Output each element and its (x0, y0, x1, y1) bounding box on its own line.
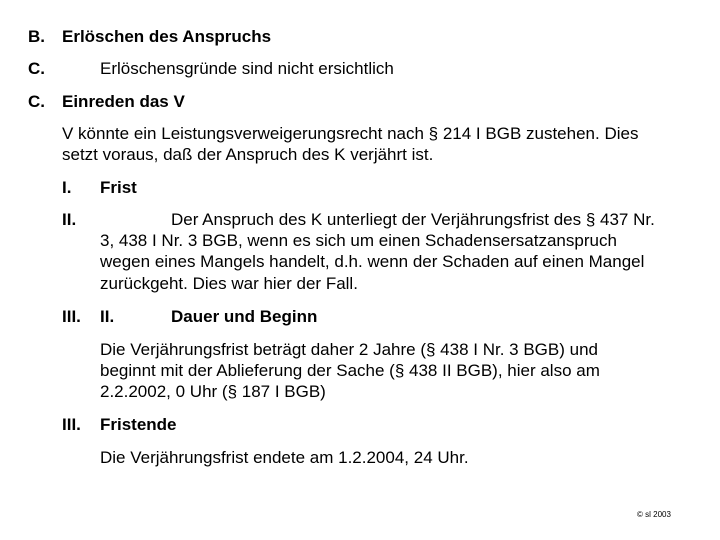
sub-ii-line-1: Der Anspruch des K unterliegt der Verjährungsfrist des § 437 Nr. (171, 210, 655, 229)
sub-label-iii: III. (62, 415, 81, 434)
sub-label-iii-b: II. (100, 307, 115, 326)
sub-label-iii-a: III. (62, 307, 81, 326)
intro-line-1: V könnte ein Leistungsverweigerungsrecht nach § 214 I BGB zustehen. Dies (62, 124, 639, 143)
sub-label-i: I. (62, 178, 72, 197)
sub-title-i: Frist (100, 178, 137, 197)
dauer-line-1: Die Verjährungsfrist beträgt daher 2 Jahre (§ 438 I Nr. 3 BGB) und (100, 340, 598, 359)
section-label-b: B. (28, 27, 45, 46)
sub-ii-line-2: 3, 438 I Nr. 3 BGB, wenn es sich um einen Schadensersatzanspruch (100, 231, 617, 250)
sub-ii-line-4: zurückgeht. Dies war hier der Fall. (100, 274, 358, 293)
sub-title-dauer: Dauer und Beginn (171, 307, 318, 326)
section-label-c2: C. (28, 92, 45, 111)
section-label-c1: C. (28, 59, 45, 78)
section-title-c2: Einreden das V (62, 92, 185, 111)
section-title-c1: Erlöschensgründe sind nicht ersichtlich (100, 59, 394, 78)
fristende-line-1: Die Verjährungsfrist endete am 1.2.2004, 24 Uhr. (100, 448, 469, 467)
copyright-note: © sl 2003 (637, 510, 671, 519)
dauer-line-3: 2.2.2002, 0 Uhr (§ 187 I BGB) (100, 382, 326, 401)
intro-line-2: setzt voraus, daß der Anspruch des K verjährt ist. (62, 145, 434, 164)
sub-title-fristende: Fristende (100, 415, 177, 434)
sub-ii-line-3: wegen eines Mangels handelt, d.h. wenn der Schaden auf einen Mangel (100, 252, 645, 271)
sub-label-ii: II. (62, 210, 77, 229)
section-title-b: Erlöschen des Anspruchs (62, 27, 272, 46)
dauer-line-2: beginnt mit der Ablieferung der Sache (§ 438 II BGB), hier also am (100, 361, 600, 380)
